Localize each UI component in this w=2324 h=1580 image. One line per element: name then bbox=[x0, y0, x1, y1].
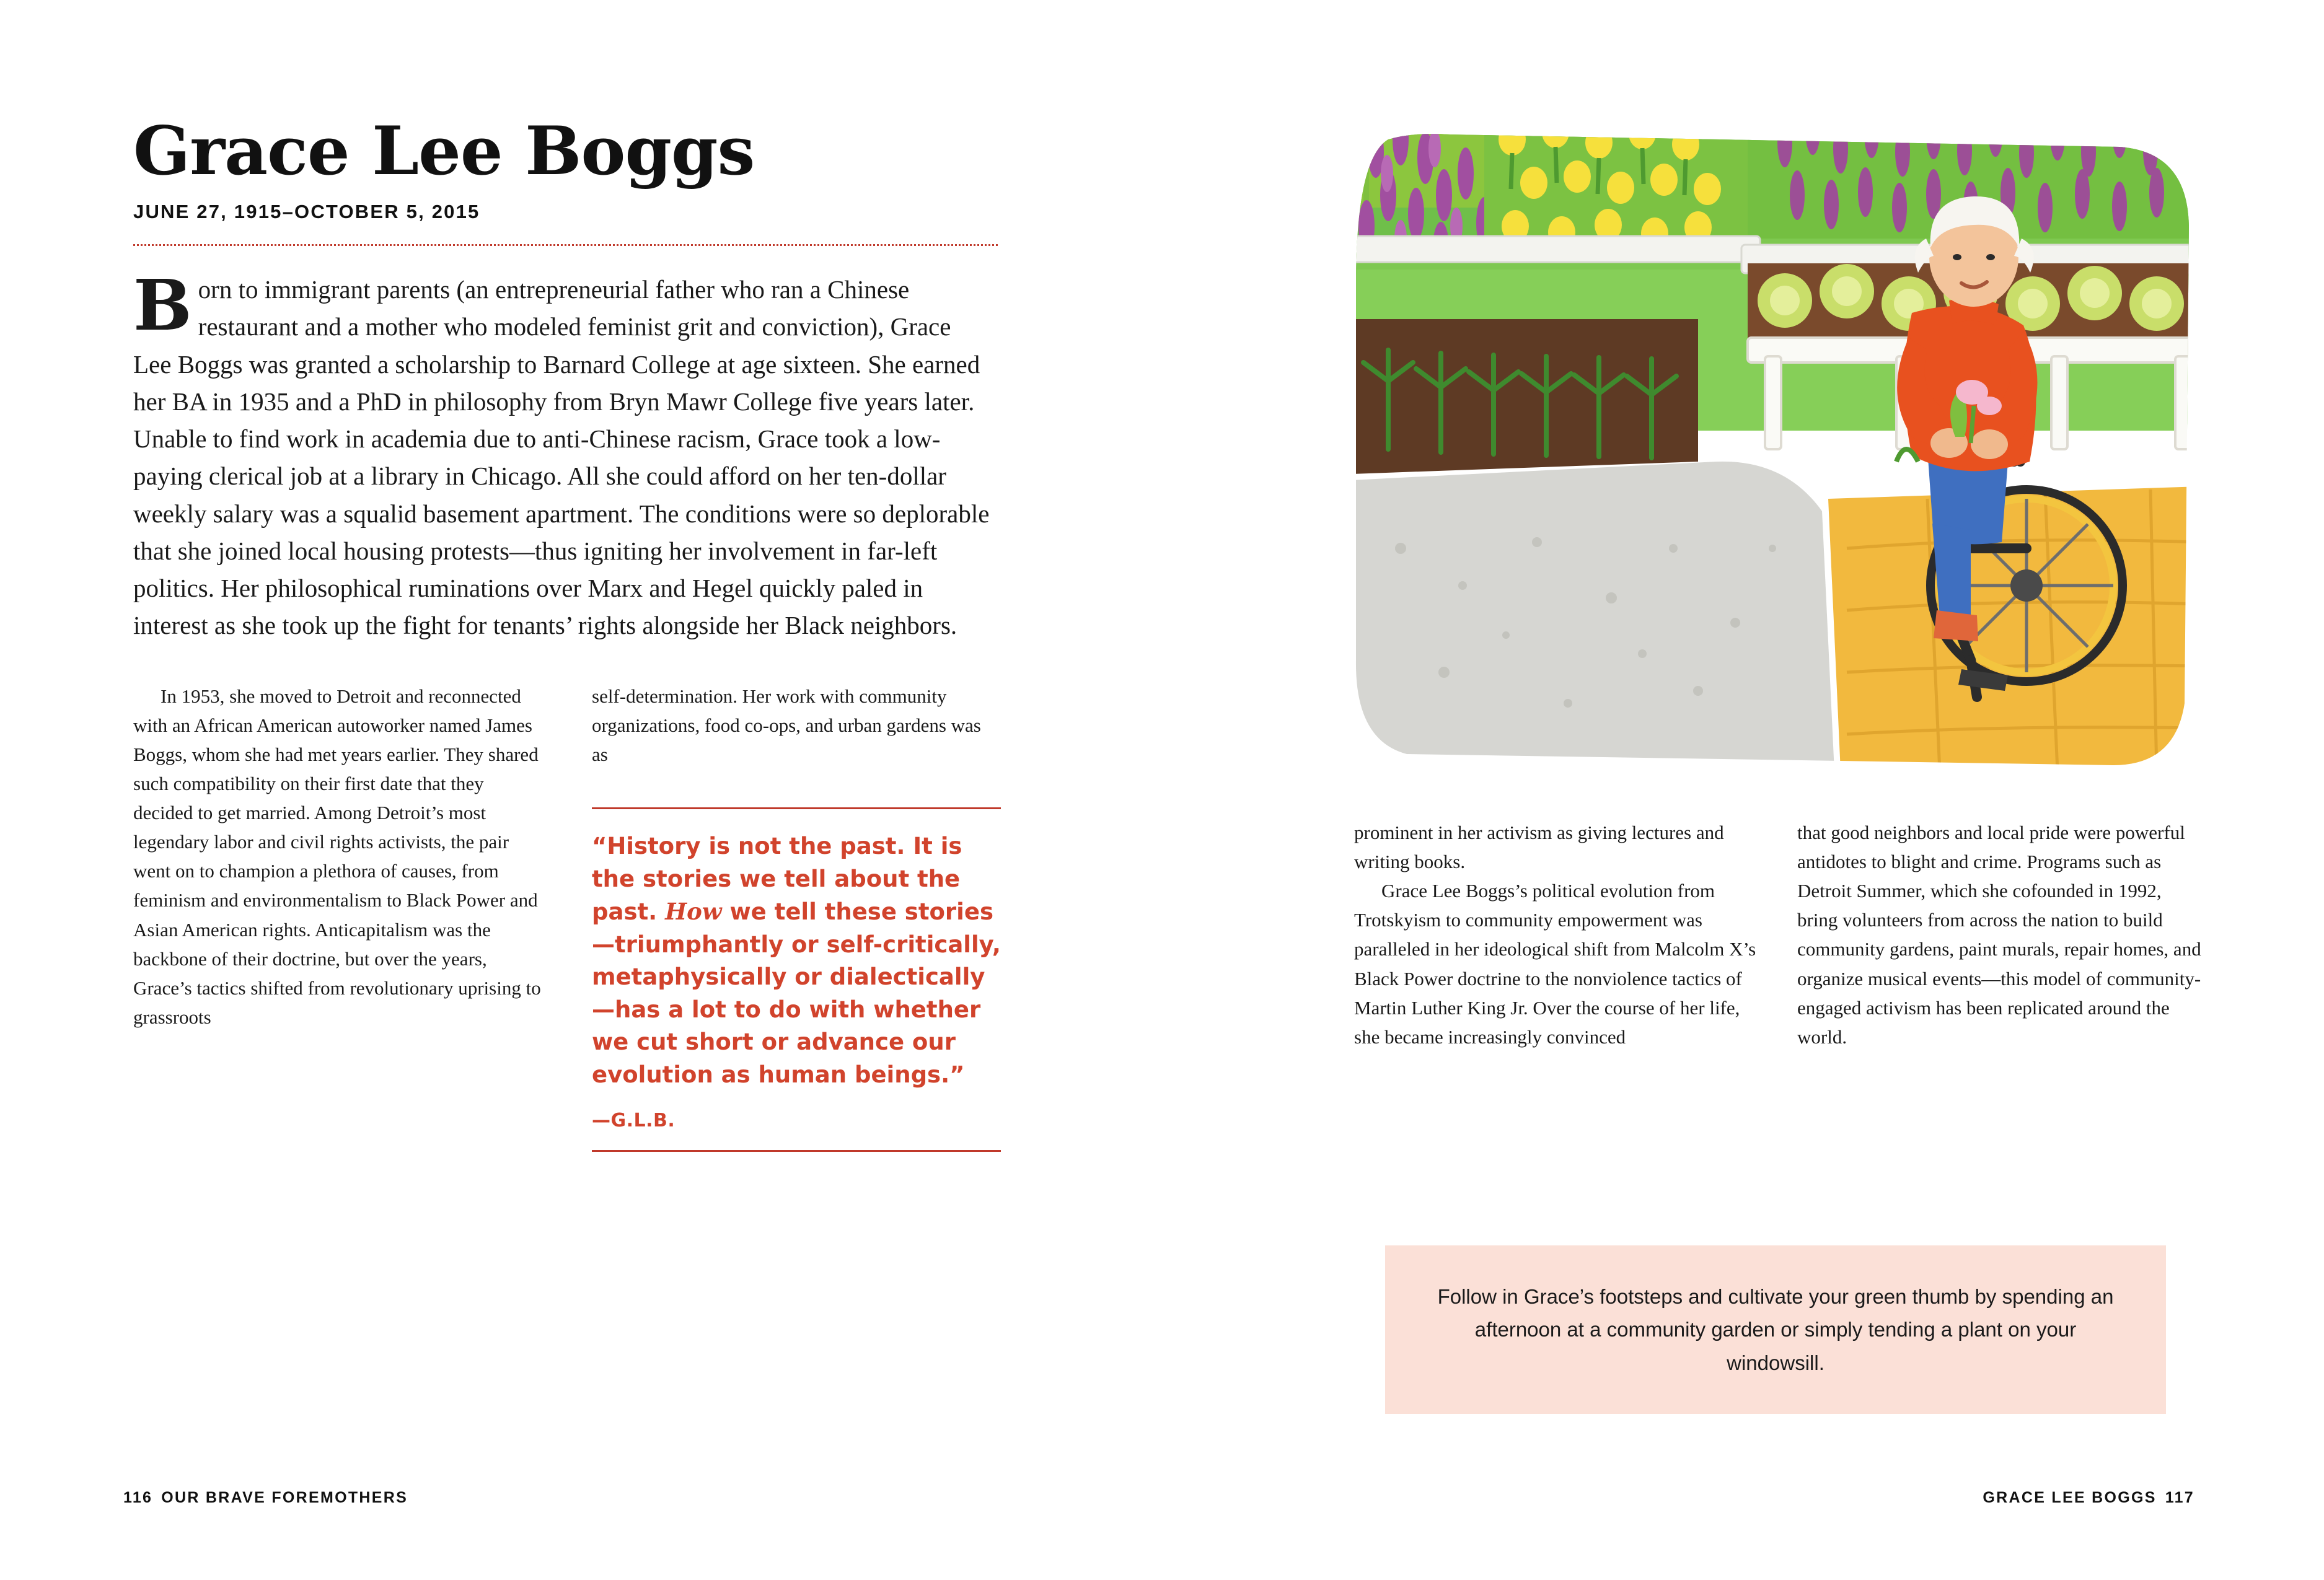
pull-quote-attribution: —G.L.B. bbox=[592, 1110, 676, 1132]
right-paragraph-1: prominent in her activism as giving lectures and writing books. bbox=[1354, 822, 1724, 873]
body-paragraph-1-text: In 1953, she moved to Detroit and reconnected with an African American autoworker named James Boggs, whom she had met years earlier. They shared such compatibility on their first date that they decided to get married. Among Detroit’s most legendary labor and civil rights activists, the pair went on to champion a plethora of causes, from feminism and environmentalism to Black Power and Asian American rights. Anticapitalism was the backbone of their doctrine, but over the years, Grace’s tactics shifted from revolutionary uprising to grassroots bbox=[133, 685, 541, 1028]
page-number-left: 116 bbox=[123, 1489, 153, 1506]
right-paragraph-2 bbox=[1354, 876, 1760, 1051]
page-title: Grace Lee Boggs bbox=[133, 112, 755, 190]
right-column-2 bbox=[1797, 818, 2203, 1051]
left-column-1 bbox=[133, 682, 542, 1152]
page-number-right: 117 bbox=[2165, 1489, 2194, 1506]
body-paragraph-1 bbox=[133, 682, 542, 1032]
right-page bbox=[1162, 0, 2324, 1580]
right-columns bbox=[1354, 818, 2203, 1051]
lede-paragraph bbox=[133, 265, 995, 644]
right-paragraph-3: that good neighbors and local pride were powerful antidotes to blight and crime. Programs such as Detroit Summer, which she cofounded in 1992, bring volunteers from across the nation to build community gardens, paint murals, repair homes, and organize musical events—this model of community-engaged activism has been replicated around the world. bbox=[1797, 822, 2201, 1048]
pull-quote-part1: “History is not the past. It is the stories we tell about the past. bbox=[592, 832, 962, 926]
book-title-footer: OUR BRAVE FOREMOTHERS bbox=[161, 1489, 408, 1506]
body-paragraph-2: self-determination. Her work with community organizations, food co-ops, and urban gardens was as bbox=[592, 685, 981, 765]
divider-dotted bbox=[133, 244, 998, 246]
left-columns bbox=[133, 682, 1001, 1152]
left-column-2 bbox=[592, 682, 1001, 1152]
pull-quote-italic: How bbox=[665, 898, 722, 926]
right-paragraph-2-text: Grace Lee Boggs’s political evolution from Trotskyism to community empowerment was paralleled in her ideological shift from Malcolm X’s Black Power doctrine to the nonviolence tactics of Martin Luther King Jr. Over the course of her life, she became increasingly convinced bbox=[1354, 880, 1756, 1048]
footer-left bbox=[115, 1489, 408, 1507]
chapter-title-footer: GRACE LEE BOGGS bbox=[1983, 1489, 2157, 1506]
lede-text: orn to immigrant parents (an entrepreneurial father who ran a Chinese restaurant and a mother who modeled feminist grit and conviction), Grace Lee Boggs was granted a scholarship to Barnard College at age sixteen. She earned her BA in 1935 and a PhD in philosophy from Bryn Mawr College five years later. Unable to find work in academia due to anti-Chinese racism, Grace took a low-paying clerical job at a library in Chicago. All she could afford on her ten-dollar weekly salary was a squalid basement apartment. The conditions were so deplorable that she joined local housing protests—thus igniting her involvement in far-left politics. Her philosophical ruminations over Marx and Hegel quickly paled in interest as she took up the fight for tenants’ rights alongside her Black neighbors. bbox=[133, 275, 990, 640]
pull-quote-part2: we tell these stories—triumphantly or self-critically, metaphysically or dialectically—has a lot to do with whether we cut short or advance our evolution as human beings.” bbox=[592, 898, 1001, 1088]
footer-right bbox=[1983, 1489, 2203, 1507]
pull-quote-text bbox=[592, 830, 1001, 1091]
pull-quote bbox=[592, 807, 1001, 1152]
right-column-1 bbox=[1354, 818, 1760, 1051]
callout-box bbox=[1385, 1245, 2166, 1414]
callout-text: Follow in Grace’s footsteps and cultivate your green thumb by spending an afternoon at a community garden or simply tending a plant on your windowsill. bbox=[1437, 1285, 2114, 1374]
subject-dates: JUNE 27, 1915–OCTOBER 5, 2015 bbox=[133, 201, 480, 222]
drop-cap: B bbox=[133, 265, 192, 346]
garden-illustration bbox=[1351, 115, 2200, 781]
